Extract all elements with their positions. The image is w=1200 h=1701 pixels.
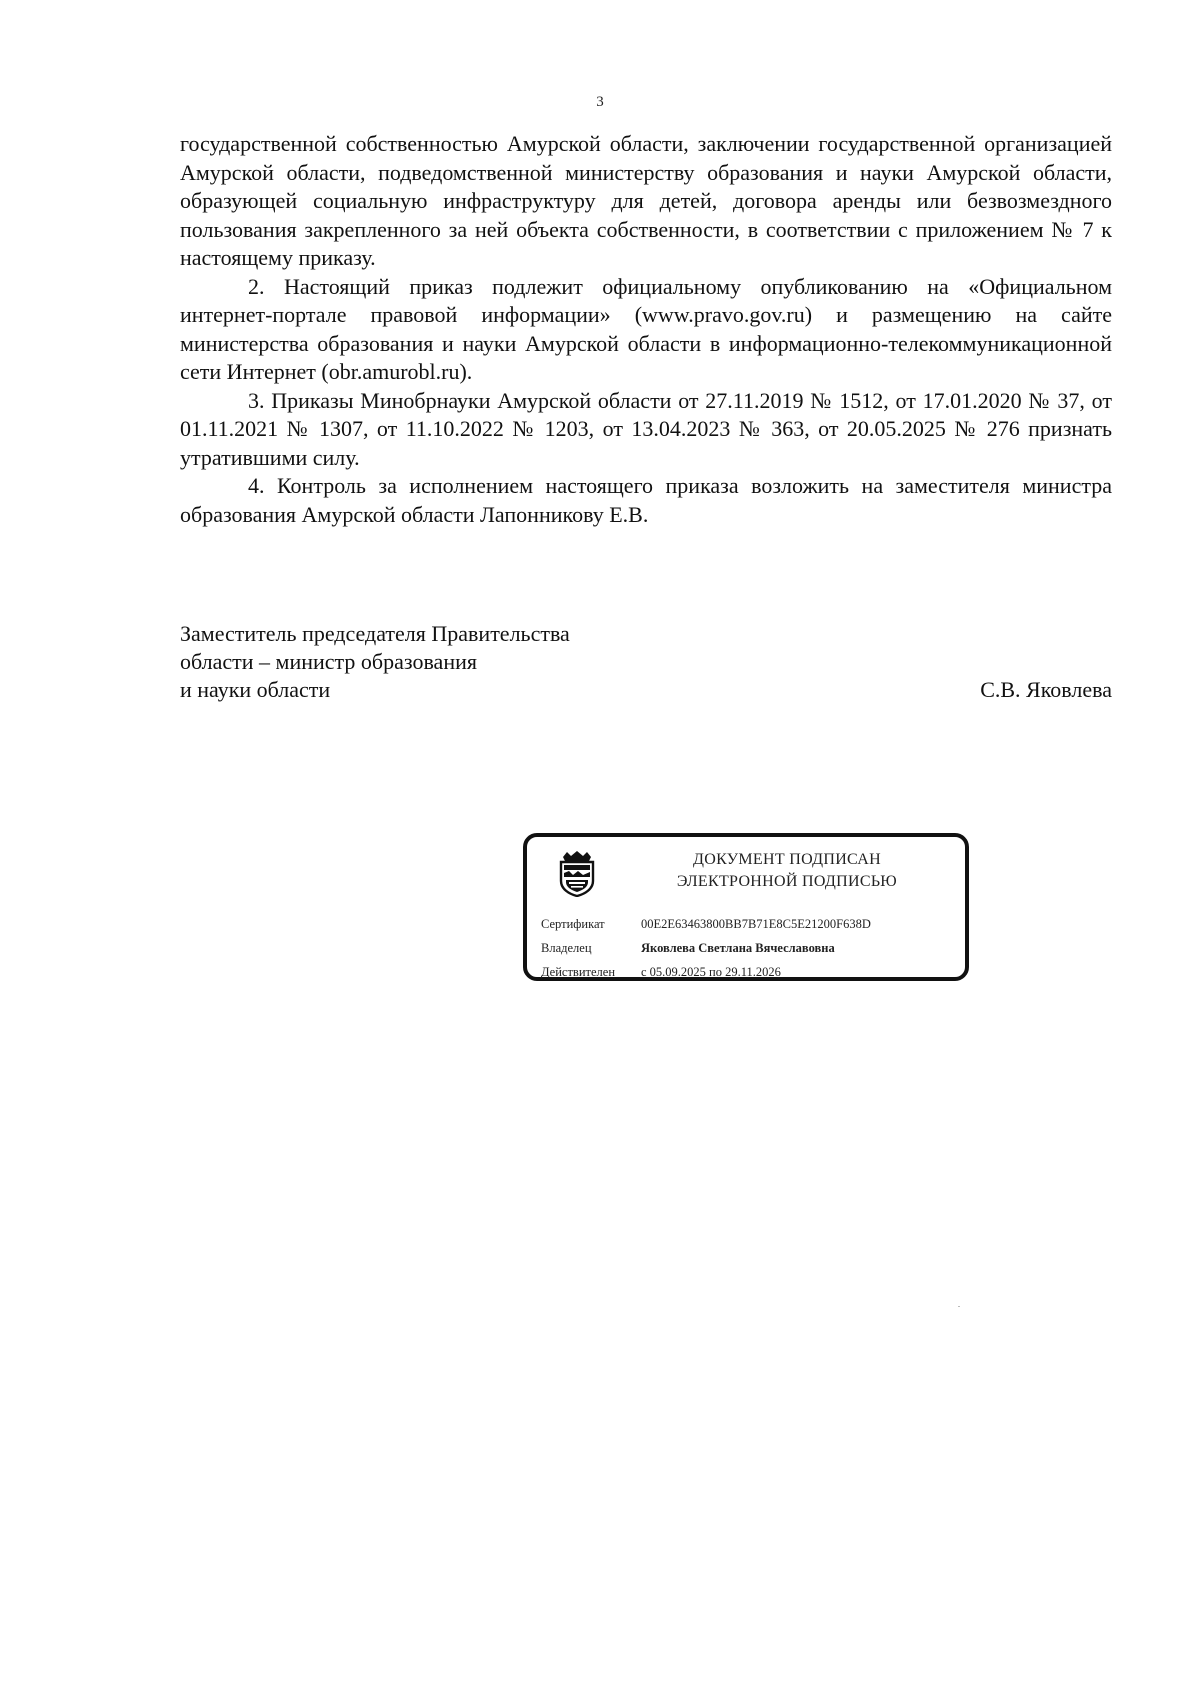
certificate-label: Сертификат (541, 917, 605, 931)
signatory-name: С.В. Яковлева (980, 677, 1112, 702)
signatory-last-line (180, 676, 1112, 704)
signatory-position-line-1: Заместитель председателя Правительства (180, 621, 570, 646)
owner-label: Владелец (541, 941, 592, 955)
page-number: 3 (596, 94, 604, 110)
valid-value: с 05.09.2025 по 29.11.2026 (641, 965, 781, 979)
signatory-position-line-3: и науки области (180, 677, 331, 702)
paragraph-2-publication: 2. Настоящий приказ подлежит официальному опубликованию на «Официальном интернет-портале правовой информации» (www.pravo.gov.ru) и размещению на сайте министерства образования и науки Амурской области в информационно-телекоммуникационной сети Интернет (obr.amurobl.ru). (180, 273, 1112, 384)
paragraph-4-control: 4. Контроль за исполнением настоящего приказа возложить на заместителя министра образования Амурской области Лапонникову Е.В. (180, 473, 1112, 527)
stamp-validity-row (541, 965, 781, 980)
owner-value: Яковлева Светлана Вячеславовна (641, 941, 835, 955)
paragraph-3-repeal: 3. Приказы Минобрнауки Амурской области от 27.11.2019 № 1512, от 17.01.2020 № 37, от 01.11.2021 № 1307, от 11.10.2022 № 1203, от 13.04.2023 № 363, от 20.05.2025 № 276 признать утратившими силу. (180, 387, 1112, 470)
scan-artifact (958, 1306, 960, 1307)
paragraph-1-continuation: государственной собственностью Амурской области, заключении государственной организацией Амурской области, подведомственной министерству образования и науки Амурской области, образующей социальную инфраструктуру для детей, договора аренды или безвозмездного пользования закрепленного за ней объекта собственности, в соответствии с приложением № 7 к настоящему приказу. (180, 131, 1112, 270)
order-body (180, 130, 1112, 529)
signature-block (180, 620, 1112, 704)
valid-label: Действителен (541, 965, 616, 979)
certificate-value: 00E2E63463800BB7B71E8C5E21200F638D (641, 917, 871, 931)
stamp-title (637, 849, 937, 893)
stamp-certificate-row (541, 917, 871, 932)
electronic-signature-stamp (523, 833, 969, 981)
stamp-title-line-2: ЭЛЕКТРОННОЙ ПОДПИСЬЮ (676, 873, 898, 890)
stamp-title-line-1: ДОКУМЕНТ ПОДПИСАН (693, 851, 881, 868)
signatory-position-line-2: области – министр образования (180, 649, 477, 674)
amur-oblast-coat-of-arms-icon (557, 851, 597, 897)
stamp-owner-row (541, 941, 835, 956)
